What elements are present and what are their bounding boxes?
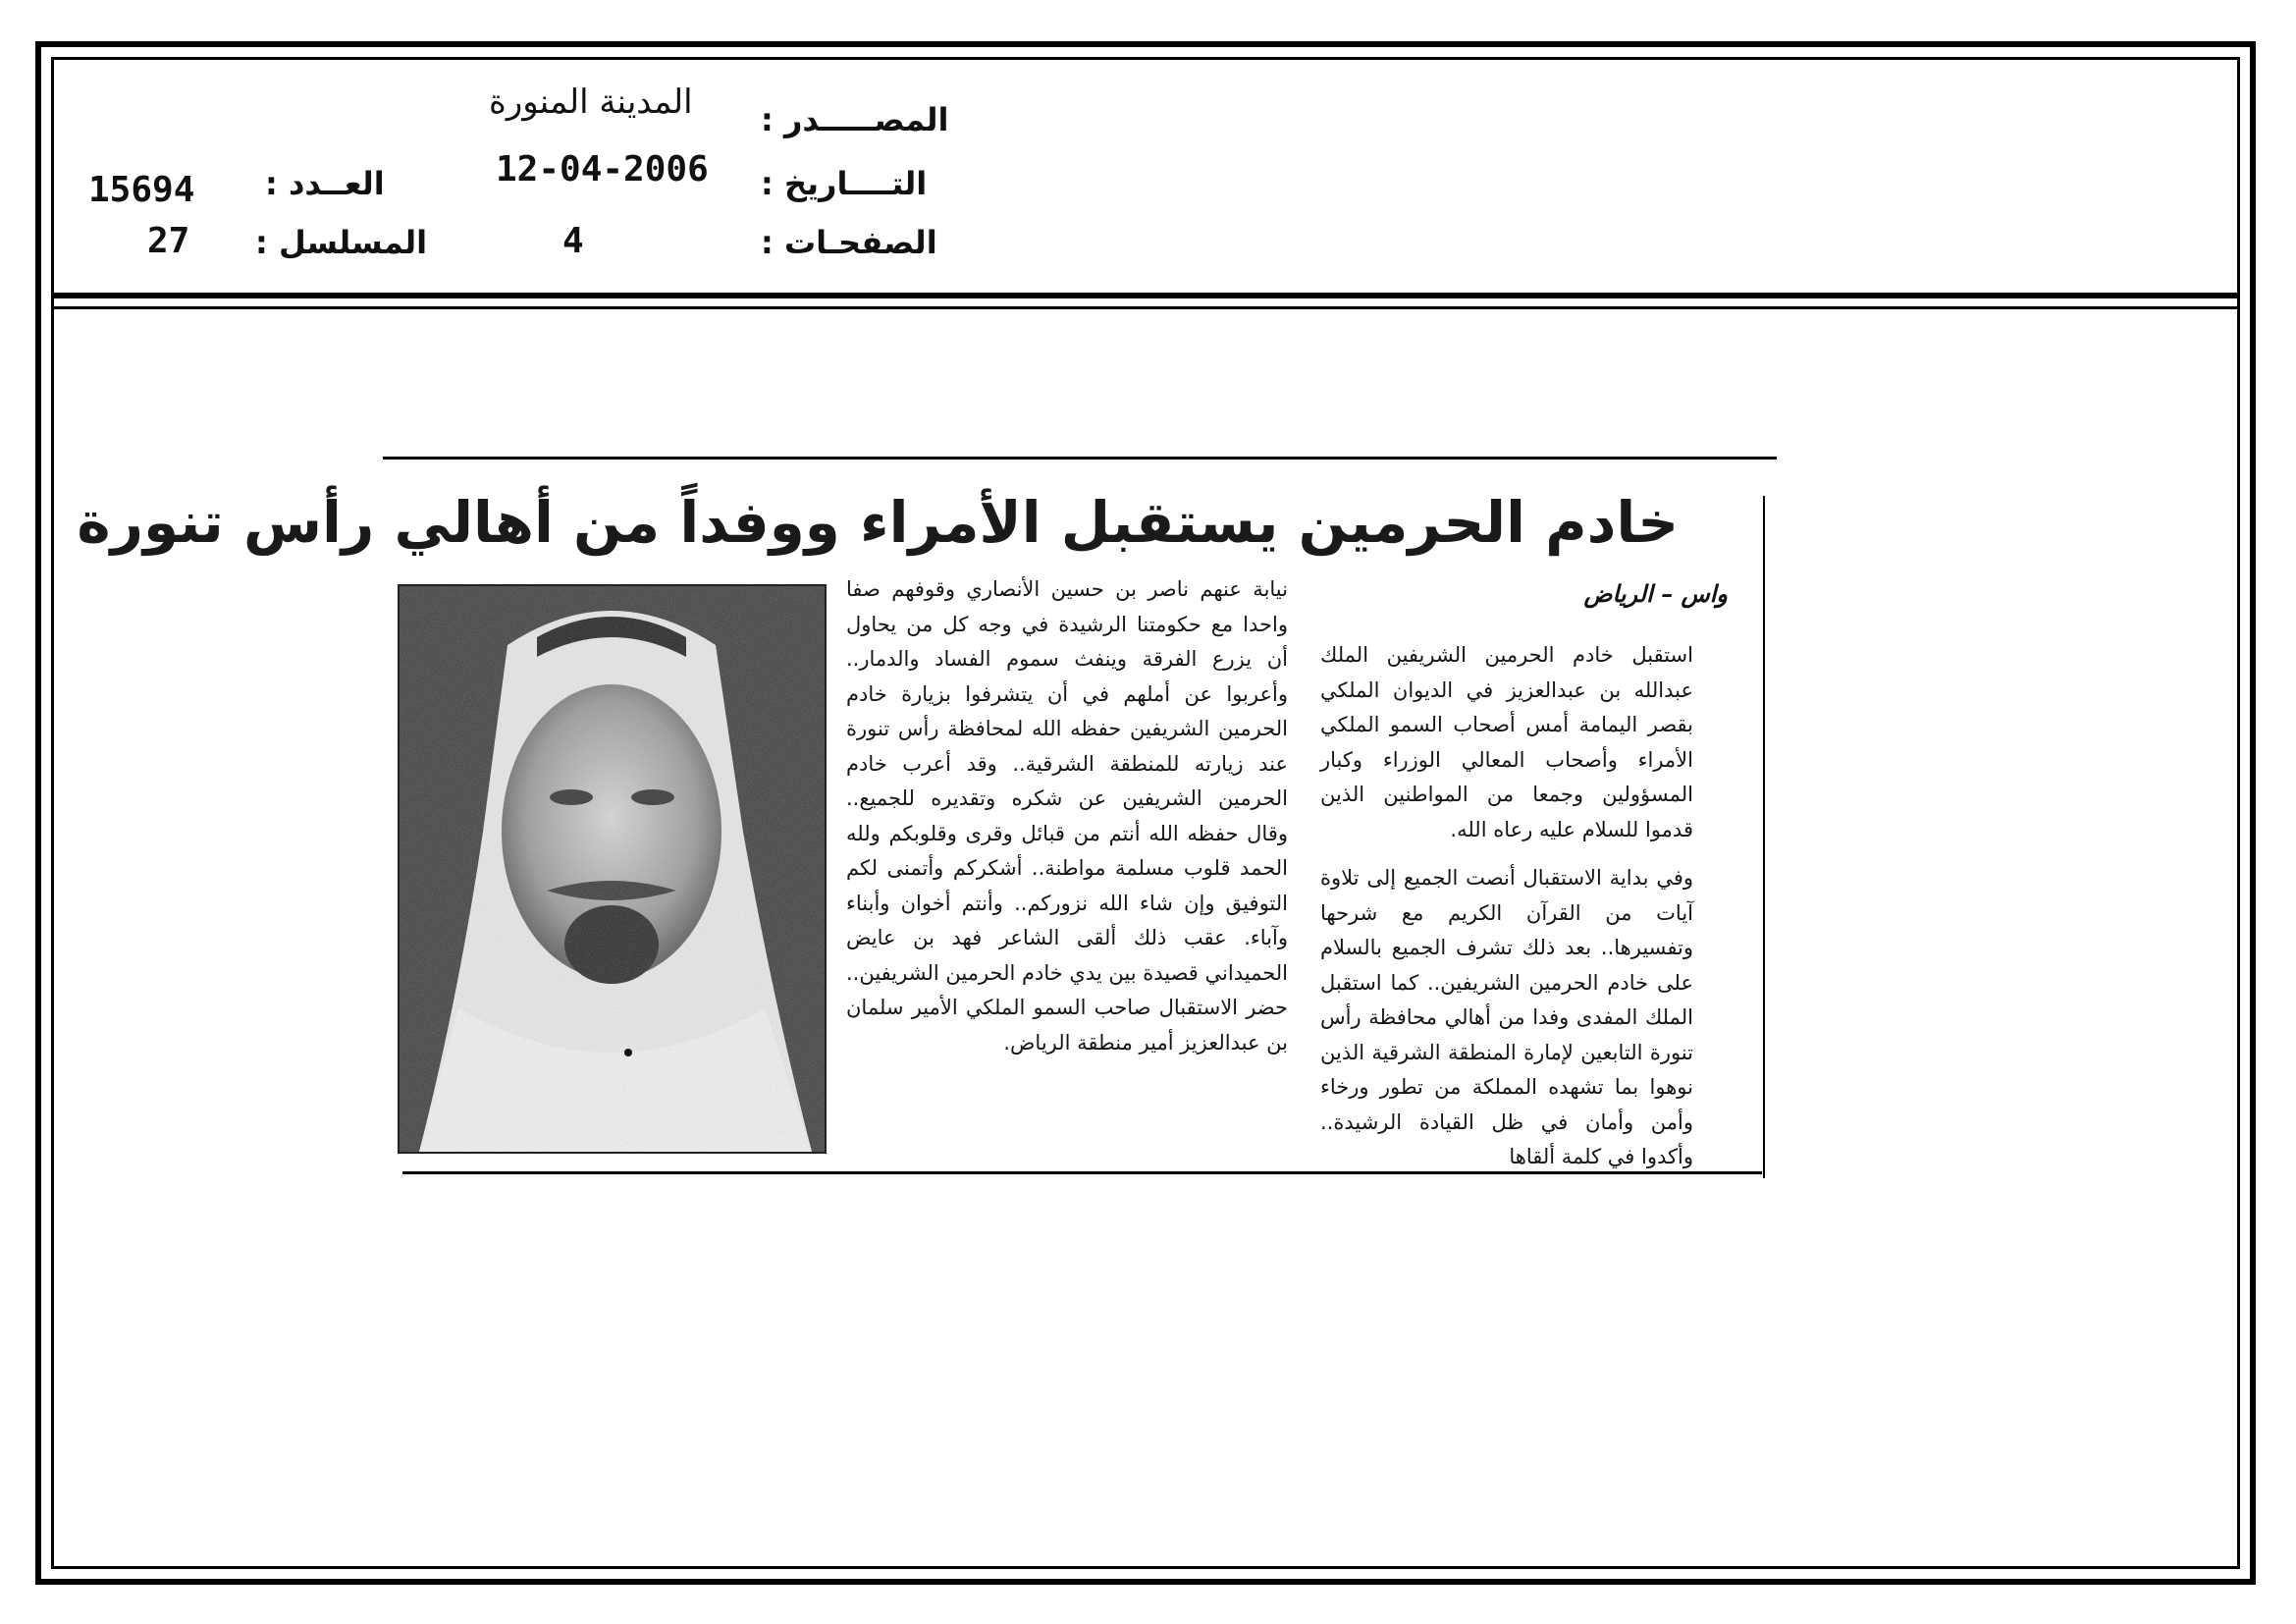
- pages-value: 4: [562, 221, 584, 261]
- article-column-middle: [846, 572, 1288, 1060]
- issue-label: العــدد :: [265, 165, 385, 202]
- portrait-photo: [398, 584, 827, 1154]
- article-paragraph: استقبل خادم الحرمين الشريفين الملك عبدالله بن عبدالعزيز في الديوان الملكي بقصر اليمامة أمس أصحاب السمو الملكي الأمراء وأصحاب المعالي الوزراء وكبار المسؤولين وجمعا من المواطنين الذين قدموا للسلام عليه رعاه الله.: [1320, 643, 1693, 841]
- article-paragraph: نيابة عنهم ناصر بن حسين الأنصاري وقوفهم صفا واحدا مع حكومتنا الرشيدة في وجه كل من يحاول أن يزرع الفرقة وينفث سموم الفساد والدمار.. وأعربوا عن أملهم في أن يتشرفوا بزيارة خادم الحرمين الشريفين حفظه الله لمحافظة رأس تنورة عند زيارته للمنطقة الشرقية.. وقد أعرب خادم الحرمين الشريفين عن شكره وتقديره للجميع.. وقال حفظه الله أنتم من قبائل وقرى وقلوبكم ولله الحمد قلوب مسلمة مواطنة.. أشكركم وأتمنى لكم التوفيق وإن شاء الله نزوركم.. وأنتم أخوان وأبناء وآباء. عقب ذلك ألقى الشاعر فهد بن عايض الحميداني قصيدة بين يدي خادم الحرمين الشريفين.. حضر الاستقبال صاحب السمو الملكي الأمير سلمان بن عبدالعزيز أمير منطقة الرياض.: [846, 577, 1288, 1055]
- date-label: التــــاريخ :: [761, 165, 928, 202]
- header-divider: [51, 293, 2240, 298]
- article-column-right: [1320, 638, 1693, 1175]
- article-dateline: واس – الرياض: [1583, 579, 1728, 608]
- serial-value: 27: [147, 221, 190, 261]
- article-bottom-rule: [402, 1171, 1762, 1174]
- date-value: 12-04-2006: [496, 149, 709, 189]
- serial-label: المسلسل :: [255, 224, 428, 261]
- article-side-rule: [1763, 496, 1765, 1178]
- article-paragraph: وفي بداية الاستقبال أنصت الجميع إلى تلاوة آيات من القرآن الكريم مع شرحها وتفسيرها.. بعد ذلك تشرف الجميع بالسلام على خادم الحرمين الشريفين.. كما استقبل الملك المفدى وفدا من أهالي محافظة رأس تنورة التابعين لإمارة المنطقة الشرقية الذين نوهوا بما تشهده المملكة من تطور ورخاء وأمن وأمان في ظل القيادة الرشيدة.. وأكدوا في كلمة ألقاها: [1320, 866, 1693, 1168]
- issue-value: 15694: [88, 170, 195, 210]
- header-divider-thin: [51, 306, 2240, 309]
- source-value: المدينة المنورة: [489, 82, 693, 122]
- source-label: المصـــــدر :: [761, 101, 949, 138]
- pages-label: الصفحـات :: [761, 224, 937, 261]
- article-headline: خادم الحرمين يستقبل الأمراء ووفداً من أهالي رأس تنورة: [77, 489, 1679, 556]
- article-top-rule: [383, 457, 1777, 460]
